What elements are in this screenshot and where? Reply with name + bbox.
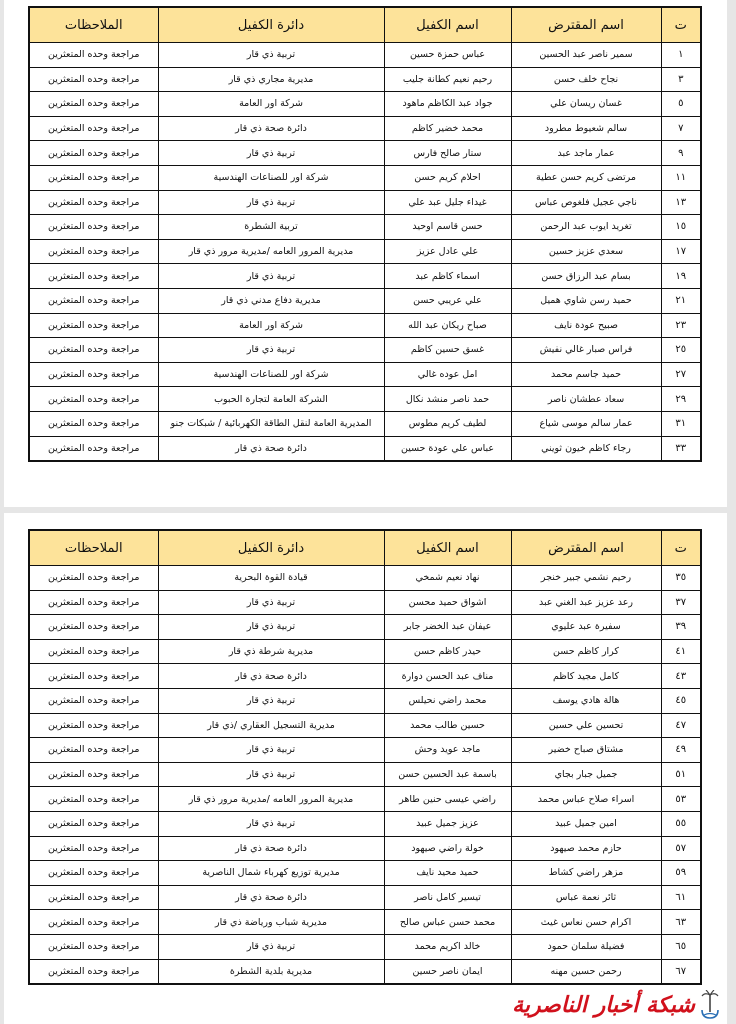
guarantor-department: قيادة القوة البحرية bbox=[158, 566, 384, 591]
row-number: ٥٧ bbox=[661, 836, 701, 861]
header-borrower: اسم المقترض bbox=[511, 530, 661, 566]
guarantor-department: دائرة صحة ذي قار bbox=[158, 116, 384, 141]
row-number: ١ bbox=[661, 43, 701, 68]
table-row bbox=[29, 141, 701, 166]
header-guarantor: اسم الكفيل bbox=[384, 7, 511, 43]
table-body bbox=[29, 566, 701, 985]
guarantor-department: المديرية العامة لنقل الطاقة الكهربائية / شبكات جنو bbox=[158, 411, 384, 436]
row-number: ٤٩ bbox=[661, 738, 701, 763]
table-row bbox=[29, 566, 701, 591]
guarantor-name: مناف عبد الحسن دوارة bbox=[384, 664, 511, 689]
row-notes: مراجعة وحده المتعثرين bbox=[29, 787, 158, 812]
row-notes: مراجعة وحده المتعثرين bbox=[29, 67, 158, 92]
row-number: ٢٧ bbox=[661, 362, 701, 387]
guarantor-department: مديرية دفاع مدني ذي قار bbox=[158, 288, 384, 313]
row-number: ٥ bbox=[661, 92, 701, 117]
header-department: دائرة الكفيل bbox=[158, 7, 384, 43]
table-header-row bbox=[29, 7, 701, 43]
guarantor-name: غيداء جليل عبد علي bbox=[384, 190, 511, 215]
table-row bbox=[29, 264, 701, 289]
guarantor-department: تربية ذي قار bbox=[158, 264, 384, 289]
row-notes: مراجعة وحده المتعثرين bbox=[29, 116, 158, 141]
borrower-name: صبيح عودة نايف bbox=[511, 313, 661, 338]
row-number: ٧ bbox=[661, 116, 701, 141]
table-row bbox=[29, 787, 701, 812]
table-row bbox=[29, 861, 701, 886]
guarantor-name: علي عريبي حسن bbox=[384, 288, 511, 313]
borrower-name: بسام عبد الرزاق حسن bbox=[511, 264, 661, 289]
borrower-name: سفيرة عبد عليوي bbox=[511, 615, 661, 640]
row-number: ٥١ bbox=[661, 762, 701, 787]
borrower-name: رعد عزيز عبد الغني عبد bbox=[511, 590, 661, 615]
row-notes: مراجعة وحده المتعثرين bbox=[29, 288, 158, 313]
row-number: ٥٣ bbox=[661, 787, 701, 812]
table-row bbox=[29, 43, 701, 68]
guarantor-name: عباس علي عودة حسين bbox=[384, 436, 511, 461]
borrower-name: تغريد ايوب عبد الرحمن bbox=[511, 215, 661, 240]
row-notes: مراجعة وحده المتعثرين bbox=[29, 836, 158, 861]
header-notes: الملاحظات bbox=[29, 530, 158, 566]
guarantor-name: عزيز جميل عبيد bbox=[384, 811, 511, 836]
row-notes: مراجعة وحده المتعثرين bbox=[29, 959, 158, 984]
borrower-name: اسراء صلاح عباس محمد bbox=[511, 787, 661, 812]
guarantor-department: الشركة العامة لتجارة الحبوب bbox=[158, 387, 384, 412]
header-guarantor: اسم الكفيل bbox=[384, 530, 511, 566]
table-row bbox=[29, 362, 701, 387]
borrower-name: هالة هادي يوسف bbox=[511, 688, 661, 713]
row-notes: مراجعة وحده المتعثرين bbox=[29, 762, 158, 787]
borrower-name: عمار ماجد عبد bbox=[511, 141, 661, 166]
row-notes: مراجعة وحده المتعثرين bbox=[29, 387, 158, 412]
guarantor-department: مديرية التسجيل العقاري /ذي قار bbox=[158, 713, 384, 738]
header-num: ت bbox=[661, 530, 701, 566]
table-row bbox=[29, 590, 701, 615]
header-notes: الملاحظات bbox=[29, 7, 158, 43]
guarantor-department: تربية ذي قار bbox=[158, 43, 384, 68]
borrower-name: فراس صبار غالي نفيش bbox=[511, 338, 661, 363]
row-notes: مراجعة وحده المتعثرين bbox=[29, 566, 158, 591]
guarantor-name: خولة راضي صيهود bbox=[384, 836, 511, 861]
guarantor-department: تربية الشطرة bbox=[158, 215, 384, 240]
row-notes: مراجعة وحده المتعثرين bbox=[29, 92, 158, 117]
table-row bbox=[29, 313, 701, 338]
table-row bbox=[29, 738, 701, 763]
guarantor-department: مديرية شباب ورياضة ذي قار bbox=[158, 910, 384, 935]
guarantor-name: نهاد نعيم شمخي bbox=[384, 566, 511, 591]
row-notes: مراجعة وحده المتعثرين bbox=[29, 141, 158, 166]
row-number: ١٥ bbox=[661, 215, 701, 240]
table-row bbox=[29, 116, 701, 141]
borrower-name: سمير ناصر عبد الحسين bbox=[511, 43, 661, 68]
guarantor-department: دائرة صحة ذي قار bbox=[158, 885, 384, 910]
guarantor-name: صباح ريكان عبد الله bbox=[384, 313, 511, 338]
guarantor-department: مديرية شرطة ذي قار bbox=[158, 639, 384, 664]
table-row bbox=[29, 910, 701, 935]
row-number: ٣ bbox=[661, 67, 701, 92]
table-row bbox=[29, 934, 701, 959]
row-notes: مراجعة وحده المتعثرين bbox=[29, 910, 158, 935]
borrower-name: ثائر نعمة عباس bbox=[511, 885, 661, 910]
table-row bbox=[29, 190, 701, 215]
guarantor-department: تربية ذي قار bbox=[158, 738, 384, 763]
row-number: ٤٥ bbox=[661, 688, 701, 713]
guarantor-name: راضي عيسى حنين طاهر bbox=[384, 787, 511, 812]
guarantor-department: تربية ذي قار bbox=[158, 762, 384, 787]
row-number: ٣١ bbox=[661, 411, 701, 436]
row-number: ٦٧ bbox=[661, 959, 701, 984]
palm-logo-icon bbox=[699, 990, 721, 1020]
guarantor-name: علي عادل عزيز bbox=[384, 239, 511, 264]
guarantor-department: مديرية مجاري ذي قار bbox=[158, 67, 384, 92]
borrower-name: جميل جبار بجاي bbox=[511, 762, 661, 787]
guarantor-department: تربية ذي قار bbox=[158, 141, 384, 166]
row-notes: مراجعة وحده المتعثرين bbox=[29, 436, 158, 461]
guarantor-name: حميد محيد نايف bbox=[384, 861, 511, 886]
row-notes: مراجعة وحده المتعثرين bbox=[29, 664, 158, 689]
table-row bbox=[29, 885, 701, 910]
borrower-name: غسان ريسان علي bbox=[511, 92, 661, 117]
row-notes: مراجعة وحده المتعثرين bbox=[29, 811, 158, 836]
row-number: ٤١ bbox=[661, 639, 701, 664]
row-number: ٢٥ bbox=[661, 338, 701, 363]
borrower-name: حميد رسن شاوي هميل bbox=[511, 288, 661, 313]
table-header-row bbox=[29, 530, 701, 566]
borrower-name: حميد جاسم محمد bbox=[511, 362, 661, 387]
row-number: ١٣ bbox=[661, 190, 701, 215]
guarantor-department: تربية ذي قار bbox=[158, 190, 384, 215]
borrower-name: مرتضى كريم حسن عطية bbox=[511, 165, 661, 190]
table-row bbox=[29, 92, 701, 117]
header-num: ت bbox=[661, 7, 701, 43]
table-row bbox=[29, 387, 701, 412]
guarantor-name: عباس حمزة حسين bbox=[384, 43, 511, 68]
borrower-name: حازم محمد صيهود bbox=[511, 836, 661, 861]
table-row bbox=[29, 762, 701, 787]
guarantor-department: تربية ذي قار bbox=[158, 811, 384, 836]
borrower-name: رحيم نشمي جبير خنجر bbox=[511, 566, 661, 591]
borrower-name: مزهر راضي كشاط bbox=[511, 861, 661, 886]
row-notes: مراجعة وحده المتعثرين bbox=[29, 713, 158, 738]
row-notes: مراجعة وحده المتعثرين bbox=[29, 885, 158, 910]
borrower-name: مشتاق صباح خضير bbox=[511, 738, 661, 763]
row-notes: مراجعة وحده المتعثرين bbox=[29, 239, 158, 264]
guarantor-name: محمد راضي نحيلس bbox=[384, 688, 511, 713]
borrower-name: رجاء كاظم خيون ثويني bbox=[511, 436, 661, 461]
page-panel-2 bbox=[4, 513, 727, 1024]
table-row bbox=[29, 959, 701, 984]
table-row bbox=[29, 239, 701, 264]
row-notes: مراجعة وحده المتعثرين bbox=[29, 688, 158, 713]
guarantor-department: تربية ذي قار bbox=[158, 934, 384, 959]
watermark bbox=[512, 988, 721, 1022]
guarantor-department: شركة اور للصناعات الهندسية bbox=[158, 362, 384, 387]
page-panel-1 bbox=[4, 0, 727, 507]
row-notes: مراجعة وحده المتعثرين bbox=[29, 362, 158, 387]
borrower-name: امين جميل عبيد bbox=[511, 811, 661, 836]
row-number: ٦١ bbox=[661, 885, 701, 910]
borrower-name: سعاد عطشان ناصر bbox=[511, 387, 661, 412]
table-row bbox=[29, 165, 701, 190]
guarantor-name: حمد ناصر منشد نكال bbox=[384, 387, 511, 412]
borrower-name: فضيلة سلمان حمود bbox=[511, 934, 661, 959]
guarantor-department: شركة اور للصناعات الهندسية bbox=[158, 165, 384, 190]
guarantor-name: محمد خضير كاظم bbox=[384, 116, 511, 141]
row-notes: مراجعة وحده المتعثرين bbox=[29, 639, 158, 664]
borrower-name: سالم شعيوط مطرود bbox=[511, 116, 661, 141]
table-row bbox=[29, 67, 701, 92]
borrower-name: تحسين علي حسين bbox=[511, 713, 661, 738]
row-notes: مراجعة وحده المتعثرين bbox=[29, 43, 158, 68]
row-notes: مراجعة وحده المتعثرين bbox=[29, 861, 158, 886]
guarantor-department: مديرية المرور العامه /مديرية مرور ذي قار bbox=[158, 787, 384, 812]
guarantor-name: جواد عبد الكاظم ماهود bbox=[384, 92, 511, 117]
table-row bbox=[29, 288, 701, 313]
guarantor-department: مديرية بلدية الشطرة bbox=[158, 959, 384, 984]
borrowers-table-1 bbox=[28, 6, 702, 462]
row-notes: مراجعة وحده المتعثرين bbox=[29, 338, 158, 363]
row-number: ٣٩ bbox=[661, 615, 701, 640]
guarantor-department: مديرية توزيع كهرباء شمال الناصرية bbox=[158, 861, 384, 886]
guarantor-name: رحيم نعيم كطانة جليب bbox=[384, 67, 511, 92]
row-number: ٢١ bbox=[661, 288, 701, 313]
row-number: ٣٧ bbox=[661, 590, 701, 615]
borrower-name: كامل مجيد كاظم bbox=[511, 664, 661, 689]
table-row bbox=[29, 664, 701, 689]
guarantor-department: دائرة صحة ذي قار bbox=[158, 664, 384, 689]
borrower-name: سعدي عزيز حسين bbox=[511, 239, 661, 264]
row-number: ٦٣ bbox=[661, 910, 701, 935]
row-number: ١٧ bbox=[661, 239, 701, 264]
guarantor-name: لطيف كريم مطوس bbox=[384, 411, 511, 436]
guarantor-name: اشواق حميد محسن bbox=[384, 590, 511, 615]
borrower-name: اكرام حسن نعاس غيث bbox=[511, 910, 661, 935]
row-number: ٦٥ bbox=[661, 934, 701, 959]
header-borrower: اسم المقترض bbox=[511, 7, 661, 43]
table-row bbox=[29, 615, 701, 640]
borrower-name: رحمن حسين مهنه bbox=[511, 959, 661, 984]
row-number: ٣٥ bbox=[661, 566, 701, 591]
guarantor-department: تربية ذي قار bbox=[158, 338, 384, 363]
guarantor-name: عيفان عبد الخضر جابر bbox=[384, 615, 511, 640]
table-row bbox=[29, 639, 701, 664]
row-number: ٥٥ bbox=[661, 811, 701, 836]
table-row bbox=[29, 688, 701, 713]
table-row bbox=[29, 436, 701, 461]
table-row bbox=[29, 338, 701, 363]
row-notes: مراجعة وحده المتعثرين bbox=[29, 264, 158, 289]
row-number: ٣٣ bbox=[661, 436, 701, 461]
row-number: ١٩ bbox=[661, 264, 701, 289]
guarantor-department: شركة اور العامة bbox=[158, 313, 384, 338]
row-number: ٥٩ bbox=[661, 861, 701, 886]
row-notes: مراجعة وحده المتعثرين bbox=[29, 411, 158, 436]
guarantor-name: حسين طالب محمد bbox=[384, 713, 511, 738]
row-notes: مراجعة وحده المتعثرين bbox=[29, 190, 158, 215]
guarantor-name: محمد حسن عباس صالح bbox=[384, 910, 511, 935]
borrower-name: كرار كاظم حسن bbox=[511, 639, 661, 664]
guarantor-name: امل عوده غالي bbox=[384, 362, 511, 387]
guarantor-name: باسمة عبد الحسين حسن bbox=[384, 762, 511, 787]
guarantor-department: مديرية المرور العامه /مديرية مرور ذي قار bbox=[158, 239, 384, 264]
row-notes: مراجعة وحده المتعثرين bbox=[29, 934, 158, 959]
borrower-name: ناجي عجيل فلغوص عباس bbox=[511, 190, 661, 215]
row-notes: مراجعة وحده المتعثرين bbox=[29, 215, 158, 240]
guarantor-name: ايمان ناصر حسين bbox=[384, 959, 511, 984]
guarantor-department: شركة اور العامة bbox=[158, 92, 384, 117]
table-row bbox=[29, 713, 701, 738]
guarantor-department: دائرة صحة ذي قار bbox=[158, 836, 384, 861]
row-number: ٩ bbox=[661, 141, 701, 166]
guarantor-department: تربية ذي قار bbox=[158, 615, 384, 640]
guarantor-department: دائرة صحة ذي قار bbox=[158, 436, 384, 461]
table-row bbox=[29, 836, 701, 861]
row-number: ٢٣ bbox=[661, 313, 701, 338]
row-number: ١١ bbox=[661, 165, 701, 190]
guarantor-name: غسق حسين كاظم bbox=[384, 338, 511, 363]
row-notes: مراجعة وحده المتعثرين bbox=[29, 738, 158, 763]
guarantor-name: ستار صالح فارس bbox=[384, 141, 511, 166]
row-number: ٤٣ bbox=[661, 664, 701, 689]
guarantor-name: ماجد عويد وحش bbox=[384, 738, 511, 763]
row-notes: مراجعة وحده المتعثرين bbox=[29, 590, 158, 615]
guarantor-name: حيدر كاظم حسن bbox=[384, 639, 511, 664]
guarantor-name: خالد اكريم محمد bbox=[384, 934, 511, 959]
watermark-text: شبكة أخبار الناصرية bbox=[512, 992, 695, 1018]
borrowers-table-2 bbox=[28, 529, 702, 985]
guarantor-name: احلام كريم حسن bbox=[384, 165, 511, 190]
borrower-name: نجاح خلف حسن bbox=[511, 67, 661, 92]
guarantor-department: تربية ذي قار bbox=[158, 688, 384, 713]
guarantor-name: اسماء كاظم عبد bbox=[384, 264, 511, 289]
row-number: ٢٩ bbox=[661, 387, 701, 412]
borrower-name: عمار سالم موسى شياع bbox=[511, 411, 661, 436]
row-notes: مراجعة وحده المتعثرين bbox=[29, 615, 158, 640]
guarantor-name: تيسير كامل ناصر bbox=[384, 885, 511, 910]
guarantor-department: تربية ذي قار bbox=[158, 590, 384, 615]
row-notes: مراجعة وحده المتعثرين bbox=[29, 165, 158, 190]
table-row bbox=[29, 411, 701, 436]
header-department: دائرة الكفيل bbox=[158, 530, 384, 566]
table-row bbox=[29, 811, 701, 836]
row-notes: مراجعة وحده المتعثرين bbox=[29, 313, 158, 338]
row-number: ٤٧ bbox=[661, 713, 701, 738]
table-body bbox=[29, 43, 701, 462]
table-row bbox=[29, 215, 701, 240]
guarantor-name: حسن قاسم اوحيد bbox=[384, 215, 511, 240]
